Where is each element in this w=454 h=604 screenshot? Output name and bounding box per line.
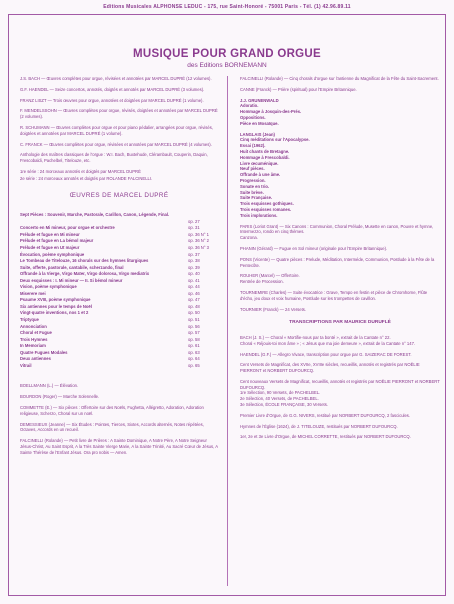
work-title: Vitrail — [20, 362, 32, 368]
catalog-entry: Anthologie des maîtres classiques de l'orgue : W.I. Bach, Buxtehude, Clérambault, Couperin, Daquin, Frescobaldi, Pachelbel, Titelouze, etc. — [20, 152, 208, 164]
work-title: Miserere mei — [20, 290, 46, 296]
work-title: Sept Pièces : Souvenir, Marche, Pastorale, Carillon, Canon, Légende, Final. — [20, 212, 170, 218]
right-top-list — [240, 76, 440, 312]
catalog-entry: C. FRANCK — Œuvres complètes pour orgue, révisées et annotées par MARCEL DUPRÉ (4 volumes). — [20, 141, 212, 147]
work-title: Concerto en Mi mineur, pour orgue et orchestre — [20, 225, 115, 231]
catalog-entry: 1re série : 24 morceaux annotés et doigtés par MARCEL DUPRÉ — [20, 168, 141, 174]
catalog-entry: BOURDON (Roger) — Marche Solennelle. — [20, 394, 100, 400]
right-column — [240, 76, 440, 445]
work-title: Évocation, poème symphonique — [20, 251, 85, 257]
catalog-entry: 1er, 2e et 3e Livre d'Orgue, de MICHEL CORRETTE, restitués par NORBERT DUFOURCQ. — [240, 434, 411, 440]
catalog-entry: Premier Livre d'Orgue, de G.G. NIVERS, restitué par NORBERT DUFOURCQ, 2 fascicules. — [240, 412, 411, 418]
work-title: Offrande à la Vierge, Virgo Mater, Virgo dolorosa, Virgo mediatrix — [20, 271, 150, 277]
work-opus: op. 27 — [188, 218, 200, 224]
catalog-entry: HAENDEL (G.F.) — Allegro Vivace, transcription pour orgue par G. SAIZERAC DE FOREST. — [240, 351, 412, 357]
catalog-entry: BACH (J. S.) — Choral « Mortifie-nous par ta bonté », extrait de la Cantate n° 22. Choral « Réjouis-toi mon âme » ; « Jésus que ma joie demeure », extrait de la Cantate n° 147. — [240, 334, 416, 346]
left-intro-list — [20, 76, 218, 182]
work-opus: op. 36 N° 2 — [188, 238, 209, 244]
work-title: Prélude et fugue en Ut majeur — [20, 244, 80, 250]
work-opus: op. 44 — [188, 284, 200, 290]
work-title: Trois Hymnes — [20, 336, 48, 342]
work-opus: op. 47 — [188, 297, 200, 303]
catalog-entry: J.J. GRUNENWALD Adoratio. Hommage à Josquin-des-Prés. Oppositions. Pièce en Mosaïque. — [240, 97, 302, 126]
catalog-entry: 2e série : 24 morceaux annotés et doigtés par ROLANDE FALCINELLI. — [20, 175, 153, 181]
work-title: Annonciation — [20, 323, 47, 329]
catalog-entry: FALCINELLI (Rolande) — Petit livre de Prières : A Sainte Dominique, A Notre Père, A Notre Seigneur Jésus-Christ, Au Saint Esprit, A la Très Sainte Vierge Marie, A la Sainte Trinité, Au Sacré Cœur de Jésus, A Sainte Thérèse de l'Enfant Jésus. Ora pro nobis — Amen. — [20, 438, 218, 455]
work-opus: op. 48 — [188, 303, 200, 309]
work-opus: op. 38 — [188, 258, 200, 264]
catalog-entry: PHANIN (Gérard) — Fugue en Sol mineur (originale pour l'Empire Britannique). — [240, 245, 388, 251]
work-title: Quatre Fugues Modales — [20, 349, 68, 355]
catalog-entry: COMMETTE (E.) — Six pièces : Offertoire sur des Noëls, Fughetta, Allégretto, Adoration, Adoration religieuse, Scherzo, Choral sur un noël. — [20, 404, 204, 416]
spacer — [20, 369, 218, 383]
work-title: Deux antiennes — [20, 356, 51, 362]
work-opus: op. 46 — [188, 290, 200, 296]
work-opus: op. 37 — [188, 251, 200, 257]
work-title: Vision, poème symphonique — [20, 284, 77, 290]
work-opus: op. 51 — [188, 317, 200, 322]
work-title: Le Tombeau de Titelouze, 16 chorals sur des hymnes liturgiques — [20, 258, 149, 264]
work-title: In Memoriam — [20, 343, 46, 349]
work-opus: op. 56 — [188, 323, 200, 329]
work-opus: op. 58 — [188, 336, 200, 342]
catalog-entry: TOURNIER (Franck) — 24 Versets. — [240, 306, 307, 312]
catalog-entry: PONS (Vicente) — Quatre pièces : Prelude, Méditation, Interméde, Communion, Postlude à la Fête de la Pentecôte. — [240, 256, 435, 268]
works-list — [20, 212, 218, 369]
catalog-entry: G.F. HAENDEL — Seize concertos, annotés, doigtés et annotés par MARCEL DUPRÉ (3 volumes). — [20, 86, 205, 92]
catalog-entry: DEMESSIEUX (Jeanne) — Six Études : Pointes, Tierces, Sixtes, Accords alternés, Notes répétées, Octaves, Accords en un recueil. — [20, 421, 204, 433]
page-subtitle: des Editions BORNEMANN — [187, 62, 267, 69]
work-opus: op. 40 — [188, 271, 200, 277]
work-title: Suite, offerte, pastorale, cantabile, scherzando, final — [20, 264, 124, 270]
work-title: Choral et Fugue — [20, 330, 52, 336]
work-opus: op. 63 — [188, 349, 200, 355]
catalog-entry: TOURNEMIRE (Charles) — Suite évocatrice : Grave, Tempo en festin et pièce de Chromhorne, Flûte d'écho, jeu doux et voix humaine, Postlude sur les trompettes de cavillon. — [240, 289, 428, 301]
work-opus: op. 50 — [188, 310, 200, 316]
catalog-entry: J.S. BACH — Œuvres complètes pour orgue, révisées et annotées par MARCEL DUPRÉ (12 volumes). — [20, 76, 212, 81]
work-opus: op. 36 N° 3 — [188, 244, 209, 250]
catalog-entry: Cent Versets de Magnificat, des XVIIe, XVIIIe siècles, recueillis, annotés et registrés par NOËLIE PIERRONT et NORBERT DUFOURCQ. — [240, 362, 420, 374]
other-composers-list — [20, 383, 218, 455]
work-title: Psaume XVIII, poème symphonique — [20, 297, 91, 303]
work-title: Vingt-quatre inventions, nos 1 et 2 — [20, 310, 89, 316]
catalog-entry: LANGLAIS (Jean) Cinq méditations sur l'Apocalypse. Essai (1962). Huit chants de Bretagne. Hommage à Frescobaldi. Livre œcuménique. Neuf pièces. Offrande à une âme. Progression. Sonate en trio. Suite brève. Suite Française. Trois esquisses gothiques. Trois esquisses romanes. Trois implorations. — [240, 131, 310, 218]
work-title: Six antiennes pour le temps de Noël — [20, 303, 92, 309]
page-title: MUSIQUE POUR GRAND ORGUE — [132, 48, 322, 60]
left-column — [20, 76, 218, 461]
work-opus: op. 65 — [188, 362, 200, 368]
catalog-entry: FALCINELLI (Rolande) — Cinq chorals d'orgue sur l'antienne du Magnificat de la Fête du Saint-Sacrement. — [240, 76, 439, 81]
catalog-entry: Hymnes de l'Église (1624), de J. TITELOUZE, restitués par NORBERT DUFOURCQ. — [240, 423, 398, 429]
work-opus: op. 61 — [188, 343, 200, 349]
work-title: Triptyque — [20, 317, 39, 322]
publisher-line: Editions Musicales ALPHONSE LEDUC - 175, rue Saint-Honoré - 75001 Paris - Tél. (1) 42.96.89.11 — [103, 4, 351, 10]
work-opus: op. 64 — [188, 356, 200, 362]
catalog-entry: R. SCHUMANN — Œuvres complètes pour orgue et pour piano pédalier, arrangées pour orgue, révisés, doigtées et annotées par MARCEL DUPRÉ (1 volume). — [20, 124, 213, 136]
section-heading-transcriptions: TRANSCRIPTIONS PAR MAURICE DURUFLÉ — [289, 320, 391, 326]
work-opus: op. 36 N° 1 — [188, 231, 209, 237]
catalog-entry: Cent nouveaux Versets de Magnificat, recueillis, annotés et registrés par NOËLIE PIERRONT et NORBERT DUFOURCQ. 1re Sélection, 90 Versets, de PACHELBEL. 2e Sélection, 40 Versets, de PACHELBEL. 3e Sélection, ÉCOLE FRANÇAISE, 30 Versets. — [240, 378, 440, 408]
work-title: Prélude et fugue en La bémol majeur — [20, 238, 94, 244]
catalog-entry: BOELLMANN (L.) — Élévation. — [20, 383, 79, 389]
work-opus: op. 39 — [188, 264, 200, 270]
column-divider — [227, 76, 228, 586]
catalog-entry: F. MENDELSSOHN — Œuvres complètes pour orgue, révisés, doigtées et annotées par MARCEL DUPRÉ (2 volumes). — [20, 108, 218, 120]
transcriptions-list — [240, 335, 440, 440]
catalog-entry: CANNE (Franck) — Prière (spiritual) pour l'Empire Britannique. — [240, 86, 357, 92]
catalog-entry: ROUHER (Marcel) — Offertoire. Rentrée de Procession. — [240, 273, 300, 285]
work-opus: op. 41 — [188, 277, 200, 283]
work-opus: op. 31 — [188, 225, 200, 231]
catalog-entry: FRANZ LISZT — Trois œuvres pour orgue, annotées et doigtées par MARCEL DUPRÉ (1 volume). — [20, 97, 204, 103]
work-opus: op. 57 — [188, 330, 200, 336]
catalog-entry: PARIS (Loriot Grant) — Six Canons : Communion, Choral Prélude, Musette en canon, Pouvre et hymne, Intermezzo, rondo en cinq thèmes. Canzona. — [240, 223, 434, 241]
work-title: Deux esquisses : I. Mi mineur — II. Si bémol mineur — [20, 277, 123, 283]
work-title: Prélude et fugue en Mi mineur — [20, 231, 80, 237]
section-heading-dupre: ŒUVRES DE MARCEL DUPRÉ — [69, 191, 169, 199]
